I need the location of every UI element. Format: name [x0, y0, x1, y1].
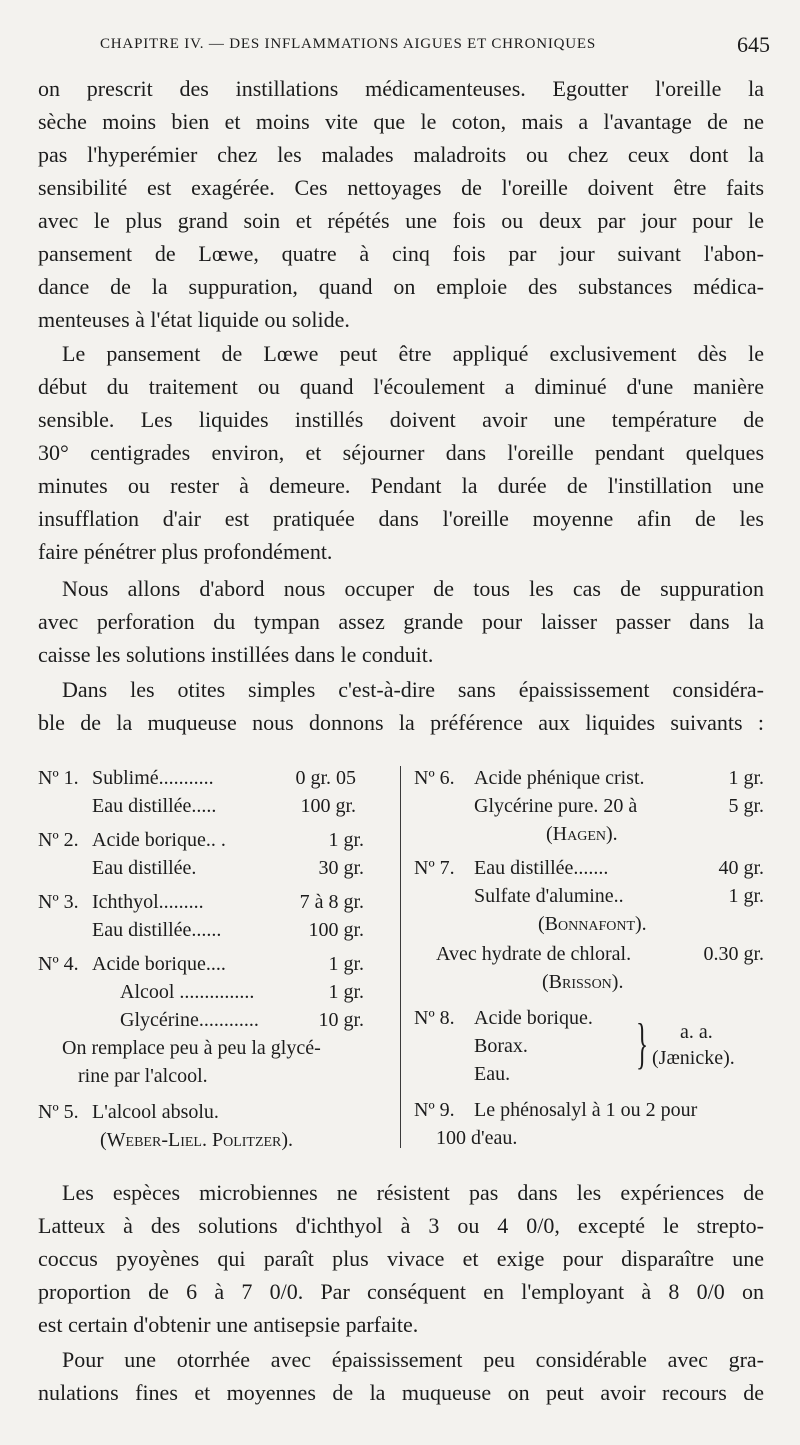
text-line: sensibilité est exagérée. Ces nettoyages de l'oreille doivent être faits [38, 175, 764, 200]
text-line: coccus pyoyènes qui paraît plus vivace et exige pour disparaître une [38, 1246, 764, 1271]
text-line: est certain d'obtenir une antisepsie parfaite. [38, 1312, 419, 1337]
text-line: Latteux à des solutions d'ichthyol à 3 ou 4 0/0, excepté le strepto- [38, 1213, 764, 1238]
recipe-number: Nº 8. [414, 1007, 455, 1029]
recipe-number: Nº 6. [414, 767, 455, 789]
recipe-amount: 0 gr. 05 [295, 767, 356, 789]
recipe-amount: 100 gr. [300, 795, 356, 817]
recipe-ingredient: Eau distillée...... [92, 919, 222, 941]
recipe-ingredient: Acide borique. [474, 1007, 593, 1029]
text-line: pas l'hyperémier chez les malades maladroits ou chez ceux dont la [38, 142, 764, 167]
text-line: sensible. Les liquides instillés doivent avoir une température de [38, 407, 764, 432]
text-line: on prescrit des instillations médicamenteuses. Egoutter l'oreille la [38, 76, 764, 101]
recipe-number: Nº 7. [414, 857, 455, 879]
text-line: menteuses à l'état liquide ou solide. [38, 307, 350, 332]
recipe-amount: 0.30 gr. [703, 943, 764, 965]
recipe-amount: 1 gr. [728, 767, 764, 789]
recipe-reference: (Brisson). [542, 971, 624, 993]
text-line: ble de la muqueuse nous donnons la préférence aux liquides suivants : [38, 710, 764, 735]
recipe-ingredient: Eau distillée....... [474, 857, 609, 879]
recipe-ingredient: Borax. [474, 1035, 528, 1057]
text-line: proportion de 6 à 7 0/0. Par conséquent en l'employant à 8 0/0 on [38, 1279, 764, 1304]
text-line: nulations fines et moyennes de la muqueuse on peut avoir recours de [38, 1380, 764, 1405]
recipe-amount: 7 à 8 gr. [299, 891, 364, 913]
recipe-reference: (Jænicke). [652, 1047, 735, 1069]
recipe-ingredient: L'alcool absolu. [92, 1101, 219, 1123]
recipe-amount: 30 gr. [318, 857, 364, 879]
text-line: dance de la suppuration, quand on emploie des substances médica- [38, 274, 764, 299]
recipe-amount: 1 gr. [328, 829, 364, 851]
running-title: CHAPITRE IV. — DES INFLAMMATIONS AIGUES ET CHRONIQUES [100, 36, 597, 52]
recipe-ingredient: Eau distillée..... [92, 795, 217, 817]
recipe-amount: 1 gr. [728, 885, 764, 907]
recipe-reference: (Weber-Liel. Politzer). [100, 1129, 294, 1151]
recipe-number: Nº 4. [38, 953, 79, 975]
text-line: début du traitement ou quand l'écoulement a diminué d'une manière [38, 374, 764, 399]
recipe-amount: 1 gr. [328, 953, 364, 975]
recipe-reference: (Bonnafont). [538, 913, 647, 935]
recipe-ingredient: Glycérine............ [120, 1009, 259, 1031]
text-line: Dans les otites simples c'est-à-dire sans épaississement considéra- [62, 677, 764, 702]
text-line: faire pénétrer plus profondément. [38, 539, 333, 564]
recipe-amount: a. a. [680, 1021, 713, 1043]
recipe-number: Nº 1. [38, 767, 79, 789]
recipe-amount: 1 gr. [328, 981, 364, 1003]
recipe-ingredient: Sulfate d'alumine.. [474, 885, 624, 907]
recipe-ingredient: Eau distillée. [92, 857, 197, 879]
text-line: Nous allons d'abord nous occuper de tous les cas de suppuration [62, 576, 764, 601]
recipe-ingredient: Sublimé........... [92, 767, 214, 789]
recipe-number: Nº 5. [38, 1101, 79, 1123]
text-line: sèche moins bien et moins vite que le coton, mais a l'avantage de ne [38, 109, 764, 134]
recipe-amount: 100 gr. [308, 919, 364, 941]
recipe-ingredient: Ichthyol......... [92, 891, 204, 913]
recipe-ingredient: Avec hydrate de chloral. [436, 943, 632, 965]
text-line: avec le plus grand soin et répétés une fois ou deux par jour pour le [38, 208, 764, 233]
recipe-number: Nº 3. [38, 891, 79, 913]
recipe-ingredient: 100 d'eau. [436, 1127, 518, 1149]
text-line: avec perforation du tympan assez grande pour laisser passer dans la [38, 609, 764, 634]
recipe-ingredient: Acide borique.. . [92, 829, 226, 851]
recipe-amount: 10 gr. [318, 1009, 364, 1031]
brace-icon: } [636, 1013, 649, 1075]
text-line: minutes ou rester à demeure. Pendant la durée de l'instillation une [38, 473, 764, 498]
recipe-reference: (Hagen). [546, 823, 618, 845]
recipe-amount: 5 gr. [728, 795, 764, 817]
text-line: Les espèces microbiennes ne résistent pas dans les expériences de [62, 1180, 764, 1205]
recipe-ingredient: Eau. [474, 1063, 511, 1085]
page-header [100, 34, 770, 60]
recipe-note: rine par l'alcool. [78, 1065, 208, 1087]
recipe-ingredient: Acide phénique crist. [474, 767, 645, 789]
text-line: 30° centigrades environ, et séjourner dans l'oreille pendant quelques [38, 440, 764, 465]
text-line: insufflation d'air est pratiquée dans l'oreille moyenne afin de les [38, 506, 764, 531]
recipe-number: Nº 9. [414, 1099, 455, 1121]
recipe-ingredient: Alcool ............... [120, 981, 255, 1003]
recipe-ingredient: Glycérine pure. 20 à [474, 795, 638, 817]
text-line: Le pansement de Lœwe peut être appliqué exclusivement dès le [62, 341, 764, 366]
recipe-ingredient: Acide borique.... [92, 953, 226, 975]
page-number: 645 [737, 32, 770, 57]
column-divider [400, 766, 401, 1148]
recipe-ingredient: Le phénosalyl à 1 ou 2 pour [474, 1099, 698, 1121]
text-line: caisse les solutions instillées dans le conduit. [38, 642, 434, 667]
text-line: pansement de Lœwe, quatre à cinq fois par jour suivant l'abon- [38, 241, 764, 266]
recipe-number: Nº 2. [38, 829, 79, 851]
recipe-note: On remplace peu à peu la glycé- [62, 1037, 321, 1059]
text-line: Pour une otorrhée avec épaississement peu considérable avec gra- [62, 1347, 764, 1372]
recipe-amount: 40 gr. [718, 857, 764, 879]
